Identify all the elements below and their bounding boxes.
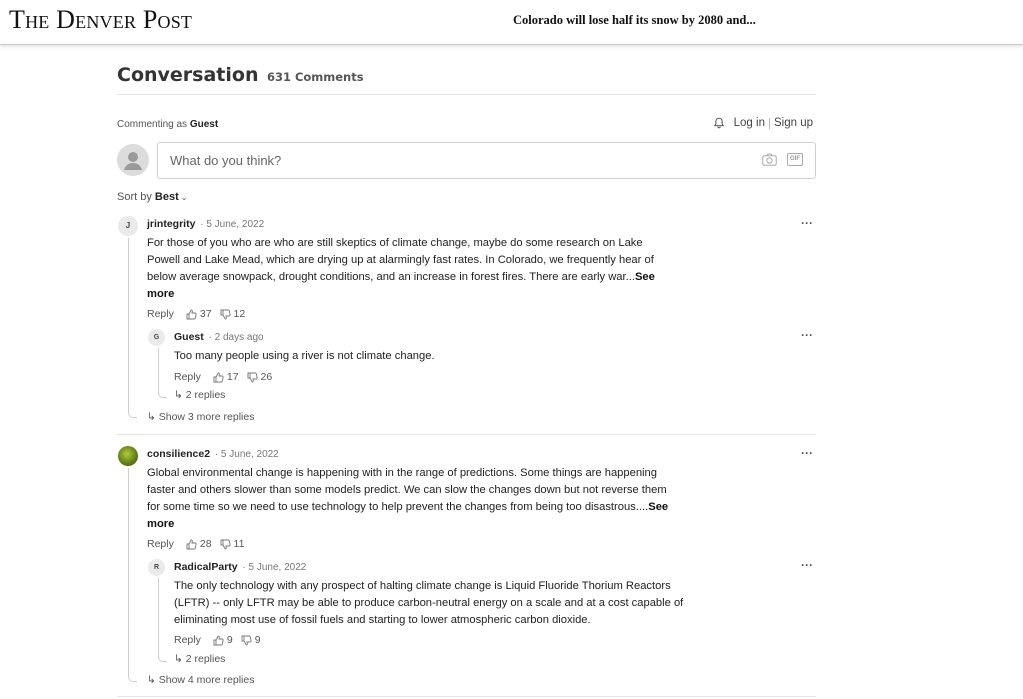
conversation-title: Conversation: [117, 64, 259, 86]
reply-body: The only technology with any prospect of halting climate change is Liquid Fluoride Thorium Reactors (LFTR) -- only LFTR may be able to produce carbon-neutral energy on a scale and at a cost capable of eliminating most use of fossil fuels and starting to lower atmospheric carbon dioxide.: [174, 580, 684, 626]
reply-arrow-icon: ↳: [174, 653, 183, 665]
show-more-replies-link[interactable]: [147, 411, 254, 423]
comment-input[interactable]: [157, 142, 816, 179]
thumbs-up-icon: [213, 635, 224, 646]
see-more-link[interactable]: See more: [147, 501, 669, 530]
auth-links: [713, 117, 813, 129]
thumbs-down-icon: [247, 372, 258, 383]
reply-author[interactable]: RadicalParty: [174, 561, 238, 573]
comment-actions: [147, 538, 252, 550]
like-count: 17: [226, 371, 239, 383]
avatar[interactable]: R: [148, 559, 165, 576]
comment-menu-button[interactable]: ···: [801, 216, 813, 230]
dislike-count: 11: [233, 538, 245, 550]
comment-actions: [147, 308, 253, 320]
view-replies-label: 2 replies: [185, 389, 226, 401]
reply-body: Too many people using a river is not climate change.: [174, 350, 435, 362]
commenting-user: Guest: [189, 119, 219, 130]
comment-meta: [147, 448, 279, 460]
comment-body: [147, 235, 677, 303]
dislike-button[interactable]: [220, 538, 245, 550]
thread-line: [128, 468, 137, 682]
comment-body: [147, 465, 677, 533]
like-button[interactable]: [186, 538, 212, 550]
guest-avatar: [117, 144, 149, 176]
show-more-replies-label: Show 4 more replies: [158, 674, 255, 686]
thumbs-up-icon: [186, 309, 197, 320]
comment-count: 631 Comments: [266, 70, 364, 84]
comment-date: · 5 June, 2022: [200, 219, 265, 230]
divider: [117, 696, 816, 697]
like-count: 9: [226, 634, 233, 646]
reply-menu-button[interactable]: ···: [801, 328, 813, 342]
dislike-button[interactable]: [241, 634, 261, 646]
commenting-prefix: Commenting as: [117, 119, 188, 130]
comment-meta: [147, 218, 264, 230]
reply-button[interactable]: Reply: [174, 371, 201, 383]
divider: [117, 434, 816, 435]
top-bar: [0, 0, 1023, 45]
commenting-as: [117, 119, 218, 130]
thumbs-up-icon: [213, 372, 224, 383]
avatar[interactable]: G: [148, 329, 165, 346]
like-button[interactable]: [213, 634, 233, 646]
like-count: 37: [199, 308, 212, 320]
avatar[interactable]: J: [118, 216, 138, 236]
dislike-count: 9: [254, 634, 261, 646]
reply-menu-button[interactable]: ···: [801, 558, 813, 572]
dislike-button[interactable]: [247, 371, 273, 383]
thumbs-down-icon: [220, 309, 231, 320]
dislike-count: 12: [233, 308, 246, 320]
show-more-replies-link[interactable]: [147, 674, 254, 686]
reply-meta: [174, 561, 306, 573]
bell-icon[interactable]: [713, 117, 725, 129]
comment-author[interactable]: consilience2: [147, 448, 211, 460]
reply-arrow-icon: ↳: [147, 674, 156, 686]
reply-actions: [174, 371, 280, 383]
reply-author[interactable]: Guest: [174, 331, 204, 343]
divider: [117, 94, 816, 95]
gif-button[interactable]: GIF: [787, 153, 803, 166]
comment-author[interactable]: jrintegrity: [147, 218, 196, 230]
thread-line: [158, 578, 167, 662]
thumbs-up-icon: [186, 539, 197, 550]
login-link[interactable]: Log in: [733, 117, 765, 129]
reply-button[interactable]: Reply: [147, 538, 174, 550]
view-replies-link[interactable]: [174, 653, 225, 665]
thread-line: [128, 238, 137, 418]
like-count: 28: [199, 538, 212, 550]
camera-icon[interactable]: [762, 153, 777, 166]
comment-date: · 5 June, 2022: [214, 449, 279, 460]
article-headline[interactable]: Colorado will lose half its snow by 2080 and...: [513, 13, 756, 27]
user-silhouette-icon: [117, 144, 149, 176]
reply-button[interactable]: Reply: [174, 634, 201, 646]
reply-actions: [174, 634, 269, 646]
masthead-logo[interactable]: The Denver Post: [9, 5, 193, 34]
reply-arrow-icon: ↳: [147, 411, 156, 423]
avatar[interactable]: [118, 446, 138, 466]
like-button[interactable]: [186, 308, 212, 320]
show-more-replies-label: Show 3 more replies: [158, 411, 255, 423]
comment-text: For those of you who are who are still skeptics of climate change, maybe do some research on Lake Powell and Lake Mead, which are drying up at alarmingly fast rates. In Colorado, we frequently hear of below average snowpack, drought conditions, and an increase in forest fires. There are early war...: [147, 237, 654, 283]
thumbs-down-icon: [241, 635, 252, 646]
see-more-link[interactable]: See more: [147, 271, 655, 300]
thread-line: [158, 348, 167, 398]
thumbs-down-icon: [220, 539, 231, 550]
sort-dropdown[interactable]: [117, 191, 187, 203]
conversation-header: [117, 64, 364, 86]
auth-separator: [769, 118, 770, 129]
reply-meta: [174, 331, 264, 343]
comment-menu-button[interactable]: ···: [801, 446, 813, 460]
sort-value: Best: [154, 191, 179, 203]
sort-prefix: Sort by: [117, 191, 152, 203]
comment-input-placeholder: What do you think?: [170, 153, 282, 168]
reply-arrow-icon: ↳: [174, 389, 183, 401]
reply-date: · 5 June, 2022: [242, 562, 307, 573]
dislike-count: 26: [260, 371, 273, 383]
chevron-down-icon: ⌄: [180, 193, 188, 202]
signup-link[interactable]: Sign up: [773, 117, 813, 129]
dislike-button[interactable]: [220, 308, 246, 320]
like-button[interactable]: [213, 371, 239, 383]
reply-date: · 2 days ago: [208, 332, 264, 343]
comment-text: Global environmental change is happening with in the range of predictions. Some things are happening faster and others slower than some models predict. We can slow the changes down but not reverse them for some time so we need to use technology to help prevent the changes from being too disastrous....: [147, 467, 667, 513]
reply-button[interactable]: Reply: [147, 308, 174, 320]
view-replies-label: 2 replies: [185, 653, 226, 665]
view-replies-link[interactable]: [174, 389, 225, 401]
